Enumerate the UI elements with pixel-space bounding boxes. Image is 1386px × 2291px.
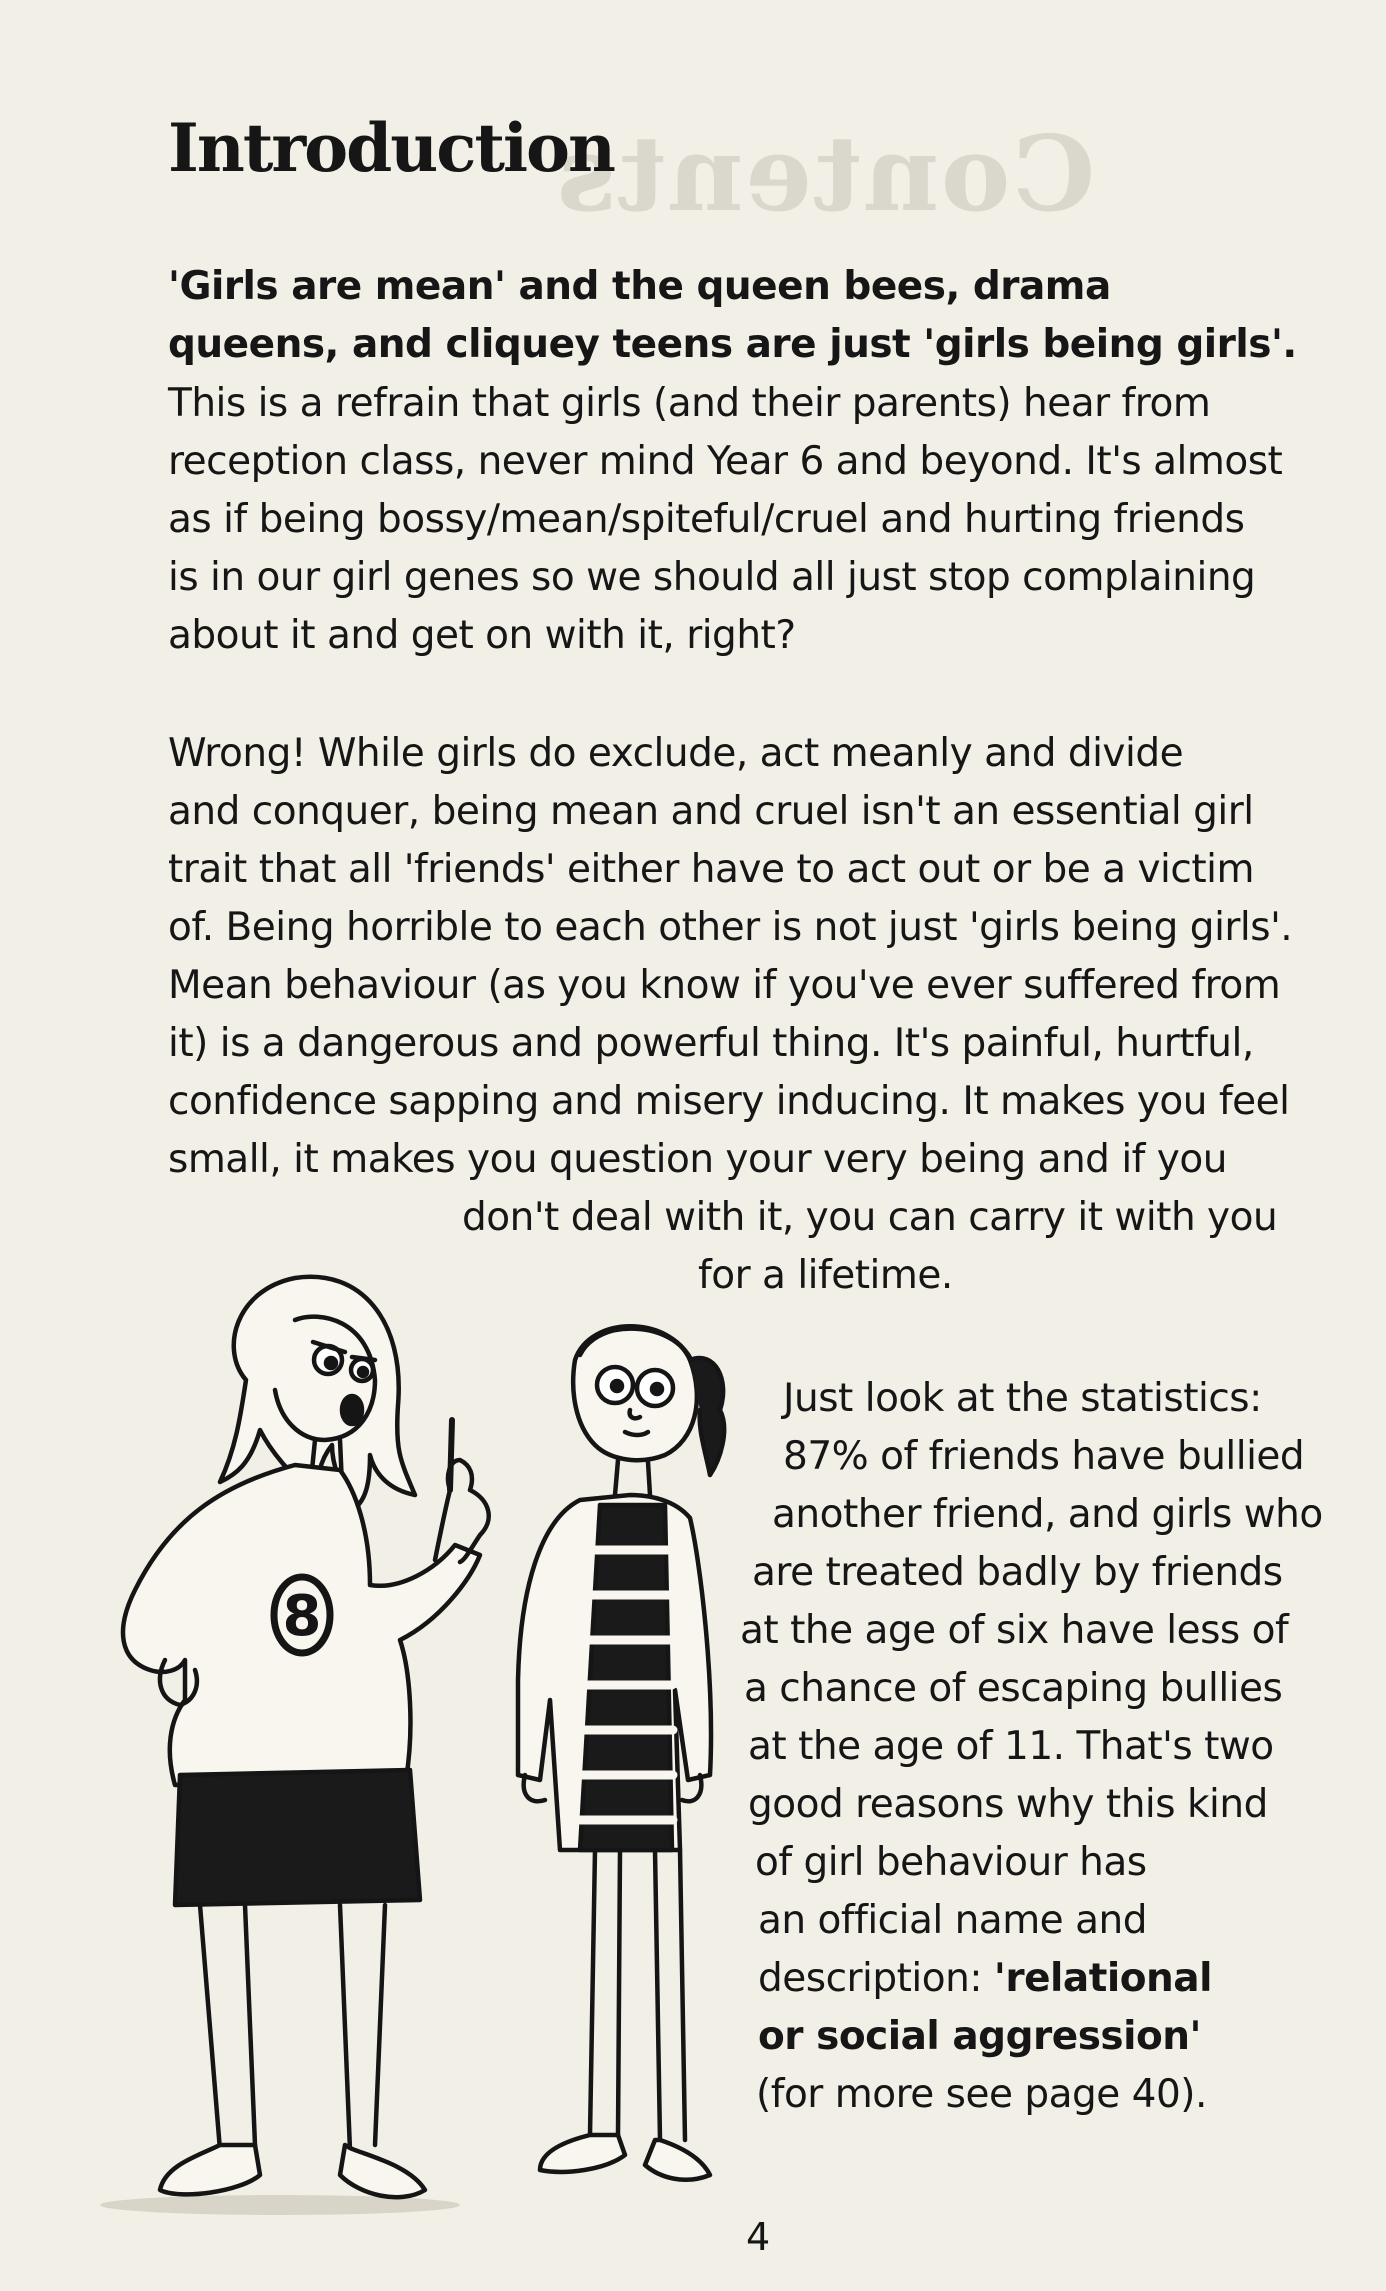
emphasis-term: 'relational [993,1956,1212,2001]
page-number: 4 [746,2215,771,2259]
body-line: Wrong! While girls do exclude, act meanly and divide [168,731,1184,776]
lead-line: 'Girls are mean' and the queen bees, drama [168,264,1111,309]
emphasis-term: or social aggression' [758,2014,1201,2059]
body-line: another friend, and girls who [772,1492,1323,1537]
lead-line: queens, and cliquey teens are just 'girls being girls'. [168,322,1297,367]
body-line: at the age of 11. That's two [748,1724,1274,1769]
body-line: of girl behaviour has [755,1840,1147,1885]
description-label: description: [758,1956,994,2001]
right-girl [518,1326,724,2179]
girls-illustration [70,1260,750,2220]
left-girl-skirt [175,1770,420,1905]
body-line: an official name and [758,1898,1147,1943]
body-line: Just look at the statistics: [783,1376,1262,1421]
body-line: is in our girl genes so we should all just stop complaining [168,555,1256,600]
right-shoe [645,2140,710,2180]
left-shoe [540,2135,625,2172]
body-line: about it and get on with it, right? [168,613,796,658]
body-line: confidence sapping and misery inducing. It makes you feel [168,1079,1290,1124]
body-line: and conquer, being mean and cruel isn't an essential girl [168,789,1254,834]
body-line: Mean behaviour (as you know if you've ever suffered from [168,963,1281,1008]
body-line: trait that all 'friends' either have to act out or be a victim [168,847,1254,892]
body-line: good reasons why this kind [748,1782,1268,1827]
body-line: (for more see page 40). [756,2072,1207,2117]
shirt-number: 8 [282,1584,322,1649]
body-line: 87% of friends have bullied [783,1434,1305,1479]
body-line: as if being bossy/mean/spiteful/cruel and hurting friends [168,497,1245,542]
body-line: are treated badly by friends [752,1550,1283,1595]
body-line: at the age of six have less of [740,1608,1289,1653]
right-shoe [340,2145,425,2197]
body-line: small, it makes you question your very being and if you [168,1137,1227,1182]
left-shoe [160,2145,260,2194]
body-line: of. Being horrible to each other is not just 'girls being girls'. [168,905,1293,950]
page-title: Introduction [168,109,615,187]
left-girl-mouth [342,1396,362,1424]
body-line: reception class, never mind Year 6 and beyond. It's almost [168,439,1283,484]
body-line [758,1950,1212,2008]
body-line: for a lifetime. [698,1253,953,1298]
body-line: This is a refrain that girls (and their parents) hear from [168,381,1211,426]
left-girl [123,1277,489,2197]
body-line: don't deal with it, you can carry it with you [462,1195,1278,1240]
body-line: a chance of escaping bullies [744,1666,1283,1711]
body-line: it) is a dangerous and powerful thing. It's painful, hurtful, [168,1021,1254,1066]
show-through-heading: Contents [555,112,1096,235]
